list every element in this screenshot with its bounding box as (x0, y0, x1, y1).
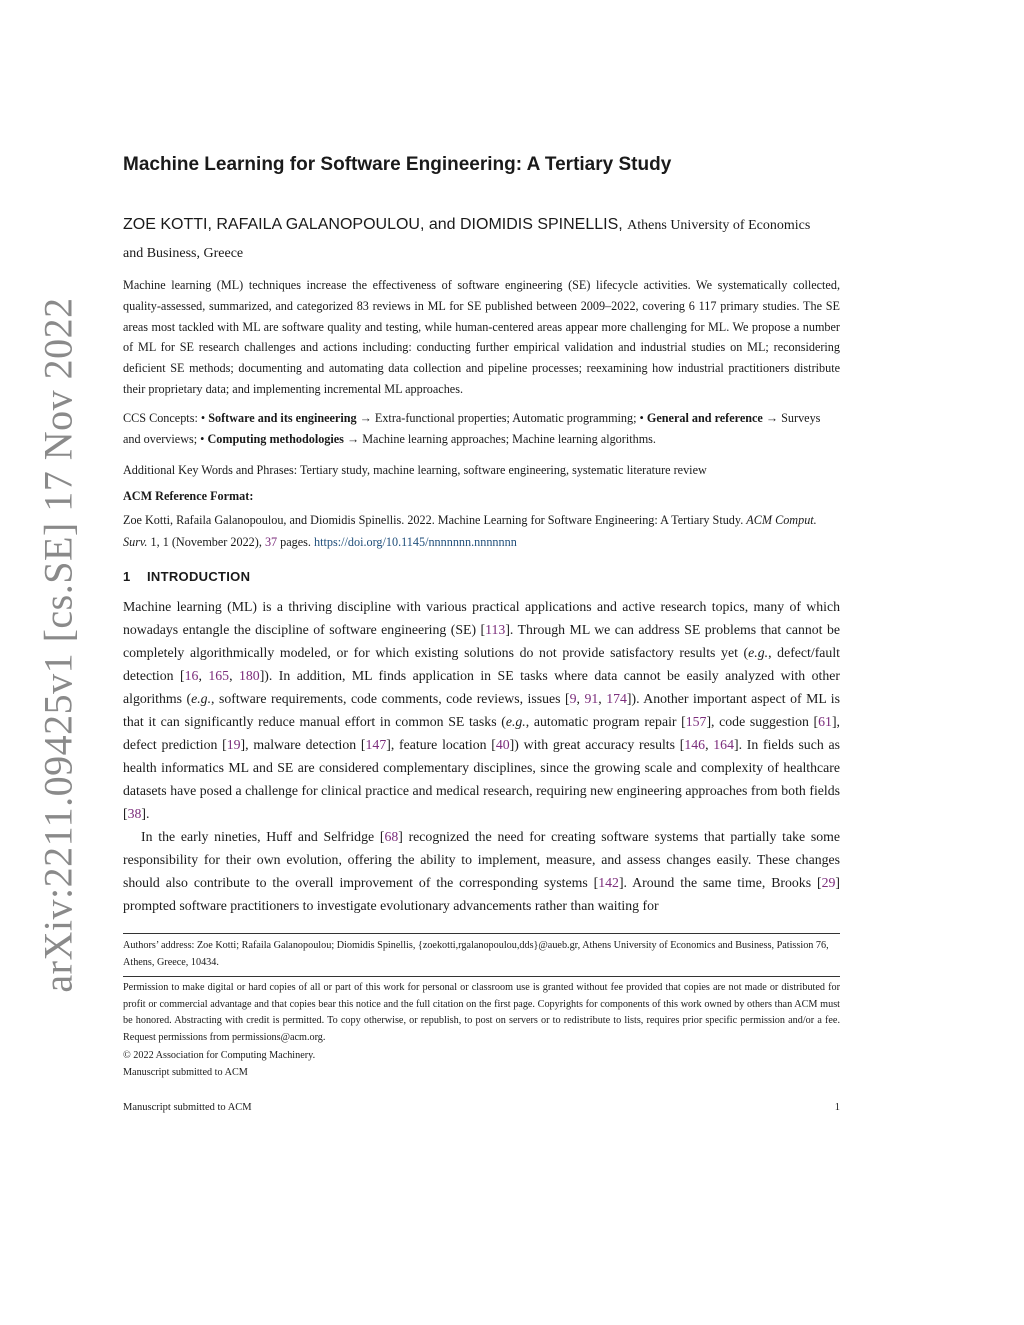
ccs-concepts: CCS Concepts: • Software and its engineering → Extra-functional properties; Automatic programming; • General and reference → Surveys and overviews; • Computing methodologies → Machine learning approaches; Machine learning algorithms. (123, 411, 821, 446)
paper-title: Machine Learning for Software Engineering: A Tertiary Study (123, 154, 672, 175)
citation-link[interactable]: 164 (713, 737, 734, 752)
citation-link[interactable]: 91 (584, 691, 599, 706)
ccs-concept-2: General and reference (646, 411, 763, 425)
authors-address: Authors’ address: Zoe Kotti; Rafaila Galanopoulou; Diomidis Spinellis, {zoekotti,rgalanopoulou,dds}@aueb.gr, Athens University of Economics and Business, Patission 76, Athens, Greece, 10434. (123, 940, 829, 968)
permission-text: Permission to make digital or hard copies of all or part of this work for personal or classroom use is granted without fee provided that copies are not made or distributed for profit or commercial advantage and that copies bear this notice and the full citation on the first page. Copyrights for components of this work owned by others than ACM must be honored. Abstracting with credit is permitted. To copy otherwise, or republish, to post on servers or to redistribute to lists, requires prior specific permission and/or a fee. Request permissions from permissions@acm.org. (123, 982, 840, 1043)
citation-link[interactable]: 180 (238, 668, 260, 683)
ccs-concept-1: Software and its engineering (208, 411, 357, 425)
paragraph: Machine learning (ML) is a thriving discipline with various practical applications and active research topics, many of which nowadays entangle the discipline of software engineering (SE) [113]. Through ML we can address SE problems that cannot be completely algorithmically modeled, or for which existing solutions do not provide satisfactory results yet (e.g., defect/fault detection [16, 165, 180]). In addition, ML finds application in SE tasks where data cannot be easily analyzed with other algorithms (e.g., software requirements, code comments, code reviews, issues [9, 91, 174]). Another important aspect of ML is that it can significantly reduce manual effort in common SE tasks (e.g., automatic program repair [157], code suggestion [61], defect prediction [19], malware detection [147], feature location [40]) with great accuracy results [146, 164]. In fields such as health informatics ML and SE are considered complementary disciplines, since the growing scale and complexity of healthcare datasets have posed a challenge for clinical practice and medical research, requiring new engineering approaches from both fields [38]. (123, 599, 840, 821)
reference-format: Zoe Kotti, Rafaila Galanopoulou, and Diomidis Spinellis. 2022. Machine Learning for Software Engineering: A Tertiary Study. ACM Comput. Surv. 1, 1 (November 2022), 37 pages. https://doi.org/10.1145/nnnnnnn.nnnnnnn (123, 513, 817, 549)
citation-link[interactable]: 147 (365, 737, 387, 752)
author-block (123, 211, 840, 267)
permission-notice (123, 980, 840, 1082)
section-number: 1 (123, 569, 131, 584)
pages-link[interactable]: 37 (264, 534, 278, 549)
citation-link[interactable]: 9 (569, 691, 577, 706)
section-title: INTRODUCTION (147, 569, 251, 584)
citation-link[interactable]: 146 (684, 737, 706, 752)
citation-link[interactable]: 61 (818, 714, 832, 729)
reference-format-heading: ACM Reference Format: (123, 489, 254, 503)
affiliation: Athens University of Economics and Business, Greece (123, 218, 811, 261)
ccs-concept-3: Computing methodologies (207, 431, 344, 446)
citation-link[interactable]: 16 (184, 668, 199, 683)
citation-link[interactable]: 38 (127, 806, 142, 821)
citation-link[interactable]: 142 (598, 875, 619, 890)
citation-link[interactable]: 29 (821, 875, 836, 890)
keywords: Additional Key Words and Phrases: Tertiary study, machine learning, software engineering, systematic literature review (123, 463, 707, 477)
paragraph: In the early nineties, Huff and Selfridge [68] recognized the need for creating software systems that partially take some responsibility for their own evolution, offering the ability to implement, measure, and assess changes easily. These changes should also contribute to the overall improvement of the corresponding systems [142]. Around the same time, Brooks [29] prompted software practitioners to investigate evolutionary advancements rather than waiting for (123, 829, 840, 913)
doi-link[interactable]: https://doi.org/10.1145/nnnnnnn.nnnnnnn (314, 534, 517, 549)
citation-link[interactable]: 19 (226, 737, 241, 752)
citation-link[interactable]: 113 (485, 622, 506, 637)
author-names: ZOE KOTTI, RAFAILA GALANOPOULOU, and DIOMIDIS SPINELLIS, (123, 216, 623, 233)
footer-left: Manuscript submitted to ACM (123, 1102, 252, 1113)
manuscript-note: Manuscript submitted to ACM (123, 1066, 248, 1078)
copyright: © 2022 Association for Computing Machinery. (123, 1050, 316, 1062)
citation-link[interactable]: 68 (384, 829, 399, 844)
citation-link[interactable]: 165 (208, 668, 230, 683)
section-heading (123, 569, 840, 584)
permission-divider (123, 976, 840, 977)
arxiv-id: arXiv:2211.09425v1 [cs.SE] 17 Nov 2022 (35, 297, 81, 993)
abstract: Machine learning (ML) techniques increase the effectiveness of software engineering (SE) lifecycle activities. We systematically collected, quality-assessed, summarized, and categorized 83 reviews in ML for SE published between 2009–2022, covering 6 117 primary studies. The SE areas most tackled with ML are software quality and testing, while human-centered areas appear more challenging for ML. We propose a number of ML for SE research challenges and actions including: conducting further empirical validation and industrial studies on ML; reconsidering deficient SE methods; documenting and automating data collection and pipeline processes; reexamining how industrial practitioners distribute their proprietary data; and implementing incremental ML approaches. (123, 278, 840, 396)
citation-link[interactable]: 174 (606, 691, 627, 706)
page-number: 1 (834, 1102, 840, 1113)
footnote-divider (123, 933, 840, 934)
page-footer (123, 1102, 840, 1113)
intro-body (123, 595, 840, 917)
citation-link[interactable]: 157 (685, 714, 707, 729)
citation-link[interactable]: 40 (495, 737, 510, 752)
